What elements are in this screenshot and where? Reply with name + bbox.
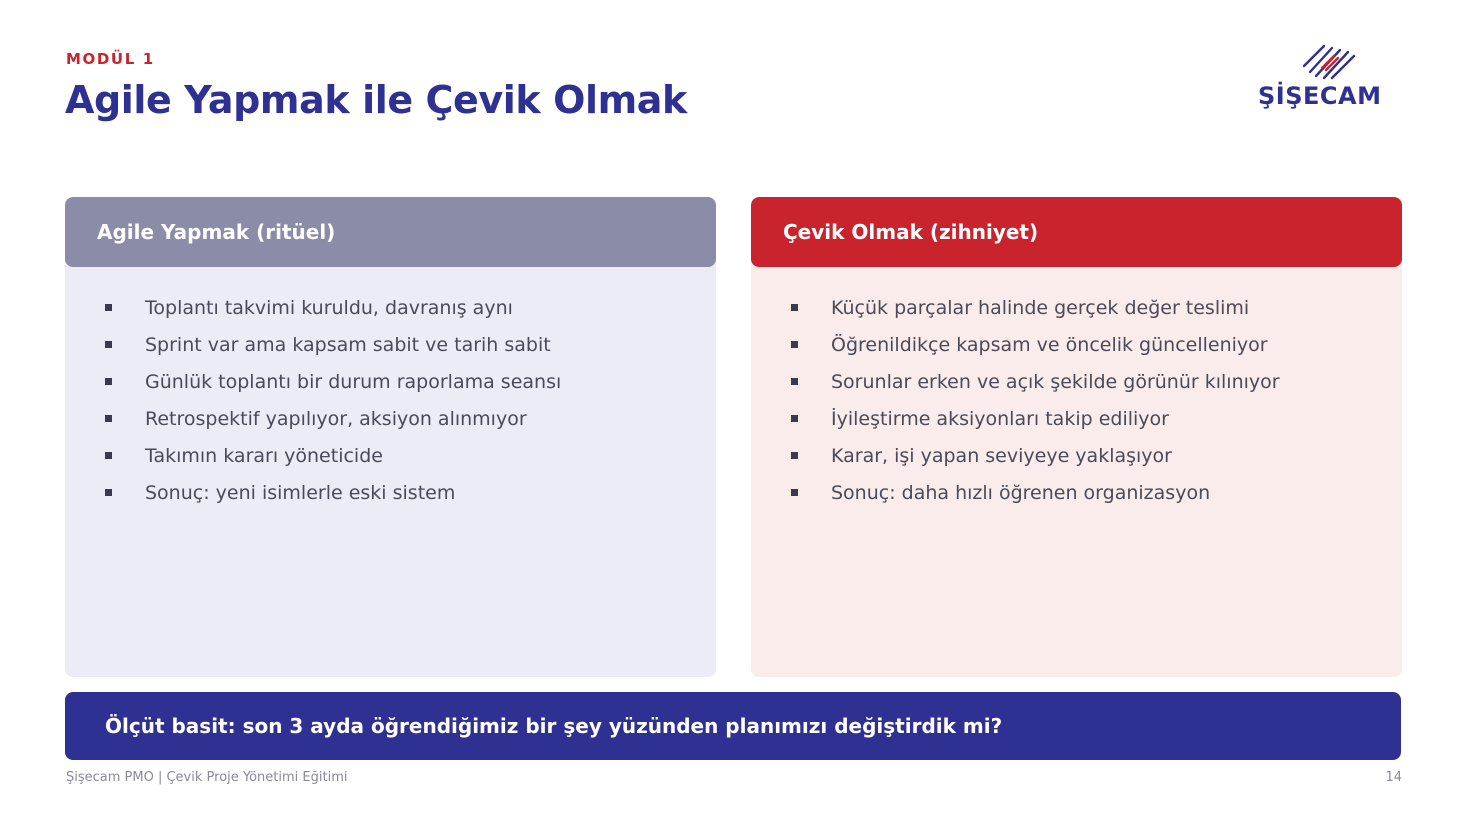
list-item — [105, 326, 716, 363]
list-item — [105, 400, 716, 437]
panel-left-header: Agile Yapmak (ritüel) — [65, 197, 716, 267]
square-bullet-icon — [105, 452, 112, 459]
panel-agile-yapmak — [65, 197, 716, 677]
list-item — [105, 474, 716, 511]
list-item-text: Sonuç: daha hızlı öğrenen organizasyon — [831, 481, 1211, 504]
square-bullet-icon — [105, 304, 112, 311]
square-bullet-icon — [105, 415, 112, 422]
logo-wordmark: ŞİŞECAM — [1258, 82, 1382, 110]
square-bullet-icon — [791, 378, 798, 385]
panel-right-list — [751, 267, 1402, 511]
list-item-text: Küçük parçalar halinde gerçek değer teslimi — [831, 296, 1250, 319]
page-number: 14 — [1385, 770, 1402, 785]
square-bullet-icon — [791, 341, 798, 348]
list-item — [791, 474, 1402, 511]
list-item — [105, 289, 716, 326]
list-item — [791, 400, 1402, 437]
list-item-text: Öğrenildikçe kapsam ve öncelik güncelleniyor — [831, 333, 1268, 356]
square-bullet-icon — [791, 489, 798, 496]
square-bullet-icon — [791, 452, 798, 459]
panel-cevik-olmak — [751, 197, 1402, 677]
square-bullet-icon — [105, 341, 112, 348]
panel-left-list — [65, 267, 716, 511]
list-item-text: Sprint var ama kapsam sabit ve tarih sabit — [145, 333, 551, 356]
square-bullet-icon — [105, 489, 112, 496]
list-item-text: Sorunlar erken ve açık şekilde görünür kılınıyor — [831, 370, 1280, 393]
square-bullet-icon — [791, 304, 798, 311]
list-item-text: Toplantı takvimi kuruldu, davranış aynı — [145, 296, 513, 319]
criterion-callout: Ölçüt basit: son 3 ayda öğrendiğimiz bir şey yüzünden planımızı değiştirdik mi? — [65, 692, 1401, 760]
list-item-text: Karar, işi yapan seviyeye yaklaşıyor — [831, 444, 1172, 467]
list-item-text: Retrospektif yapılıyor, aksiyon alınmıyor — [145, 407, 527, 430]
page-title: Agile Yapmak ile Çevik Olmak — [65, 78, 687, 122]
list-item — [791, 363, 1402, 400]
panel-right-header: Çevik Olmak (zihniyet) — [751, 197, 1402, 267]
list-item-text: Günlük toplantı bir durum raporlama seansı — [145, 370, 562, 393]
list-item-text: Sonuç: yeni isimlerle eski sistem — [145, 481, 456, 504]
module-label: MODÜL 1 — [66, 50, 155, 68]
sisecam-logo — [1250, 40, 1410, 120]
list-item — [105, 363, 716, 400]
square-bullet-icon — [791, 415, 798, 422]
list-item — [791, 326, 1402, 363]
footer-text: Şişecam PMO | Çevik Proje Yönetimi Eğitimi — [66, 770, 348, 785]
list-item-text: İyileştirme aksiyonları takip ediliyor — [831, 407, 1169, 430]
list-item — [791, 437, 1402, 474]
list-item — [105, 437, 716, 474]
square-bullet-icon — [105, 378, 112, 385]
logo-mark-icon — [1298, 42, 1358, 82]
list-item — [791, 289, 1402, 326]
list-item-text: Takımın kararı yöneticide — [145, 444, 383, 467]
